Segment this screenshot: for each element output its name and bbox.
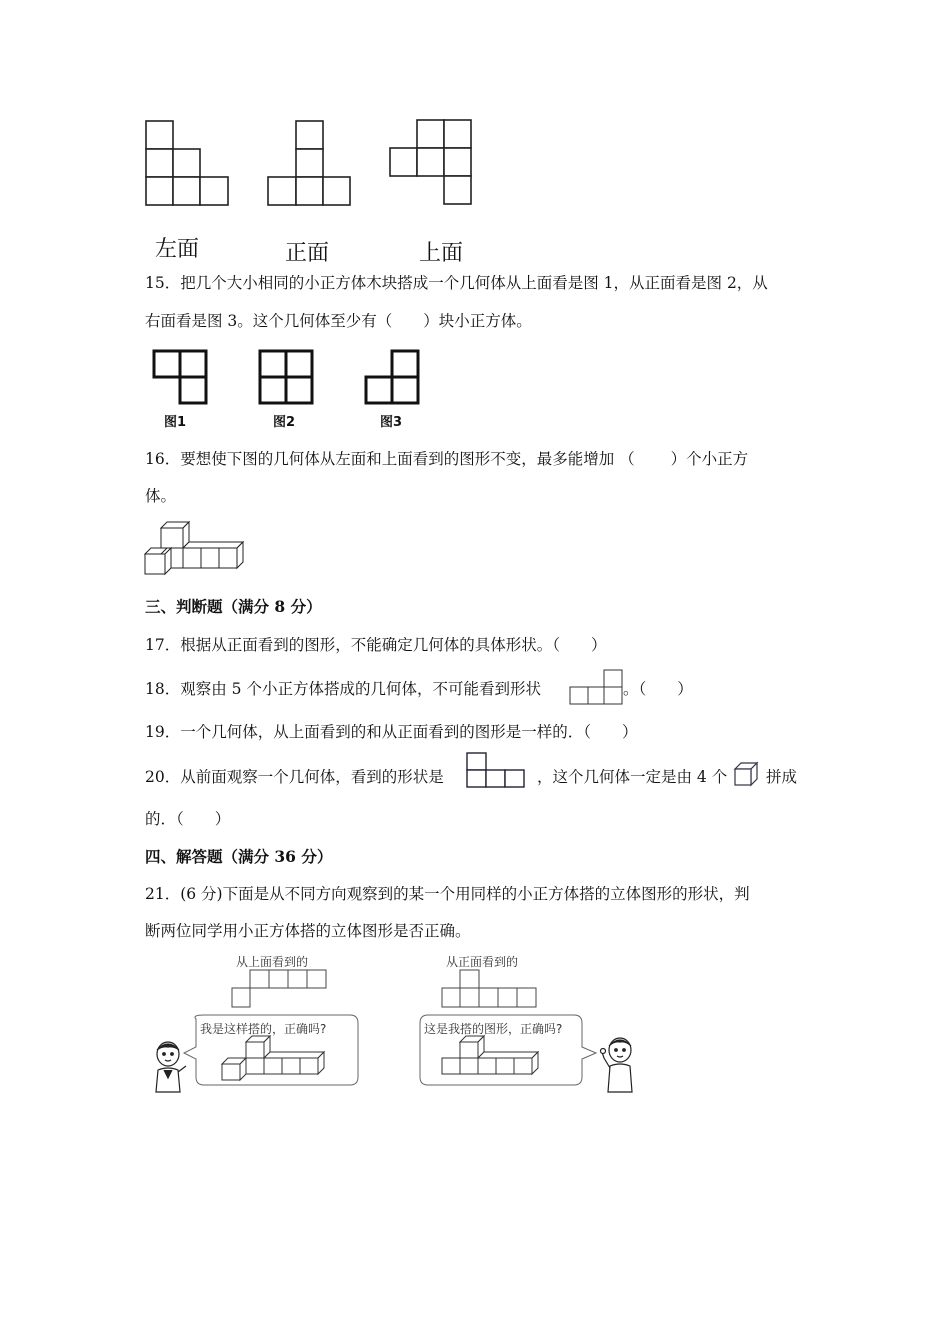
- q18-text-end: 。（ ）: [623, 680, 693, 698]
- top-view-figure: [389, 119, 479, 209]
- section4-heading: 四、解答题（满分 36 分）: [145, 847, 333, 866]
- top-view-label: 上面: [419, 241, 464, 266]
- q19: 19．一个几何体，从上面看到的和从正面看到的图形是一样的．（ ）: [145, 723, 638, 741]
- q20-text-a: 20．从前面观察一个几何体，看到的形状是: [145, 768, 444, 786]
- small-cube-icon: [733, 761, 761, 787]
- q16-line2: 体。: [145, 487, 177, 505]
- front-view-label: 正面: [285, 241, 330, 266]
- q20-shape: [466, 752, 528, 790]
- front-view-figure: [267, 120, 357, 210]
- q16-line1: 16．要想使下图的几何体从左面和上面看到的图形不变，最多能增加 （ ）个小正方: [145, 450, 749, 468]
- q21-left-bubble-text: 我是这样搭的，正确吗?: [200, 1022, 327, 1036]
- q21-left-cube-structure: [222, 1036, 327, 1082]
- q21-right-caption: 从正面看到的: [446, 955, 519, 969]
- q21-right-cube-structure: [442, 1036, 547, 1082]
- q15-figure-2: [258, 349, 318, 405]
- q21-right-bubble-text: 这是我搭的图形，正确吗?: [424, 1022, 563, 1036]
- q15-figure-3: [364, 349, 424, 405]
- section3-heading: 三、判断题（满分 8 分）: [145, 597, 322, 616]
- q15-fig2-label: 图2: [273, 415, 296, 430]
- q21-top-view-grid: [231, 969, 331, 1011]
- q17: 17．根据从正面看到的图形，不能确定几何体的具体形状。（ ）: [145, 636, 607, 654]
- boy-avatar-left: [148, 1040, 190, 1096]
- q20-text-c: 拼成: [766, 768, 798, 786]
- q21-line2: 断两位同学用小正方体搭的立体图形是否正确。: [145, 922, 471, 940]
- q20-line2: 的．（ ）: [145, 810, 231, 828]
- q15-fig1-label: 图1: [164, 415, 187, 430]
- q21-line1: 21．(6 分)下面是从不同方向观察到的某一个用同样的小正方体搭的立体图形的形状，判: [145, 885, 750, 903]
- q18-text: 18．观察由 5 个小正方体搭成的几何体，不可能看到形状: [145, 680, 541, 698]
- q15-fig3-label: 图3: [380, 415, 403, 430]
- q21-front-view-grid: [441, 969, 541, 1011]
- q20-text-b: ，这个几何体一定是由 4 个: [537, 768, 728, 786]
- q15-line2: 右面看是图 3。这个几何体至少有（ ）块小正方体。: [145, 312, 532, 330]
- boy-avatar-right: [598, 1036, 640, 1096]
- q15-line1: 15．把几个大小相同的小正方体木块搭成一个几何体从上面看是图 1，从正面看是图 2，从: [145, 274, 768, 292]
- left-view-figure: [145, 120, 235, 210]
- q16-cube-structure: [145, 522, 250, 578]
- q21-left-caption: 从上面看到的: [236, 955, 309, 969]
- q15-figure-1: [152, 349, 212, 405]
- q18-shape: [570, 669, 630, 707]
- left-view-label: 左面: [155, 237, 200, 262]
